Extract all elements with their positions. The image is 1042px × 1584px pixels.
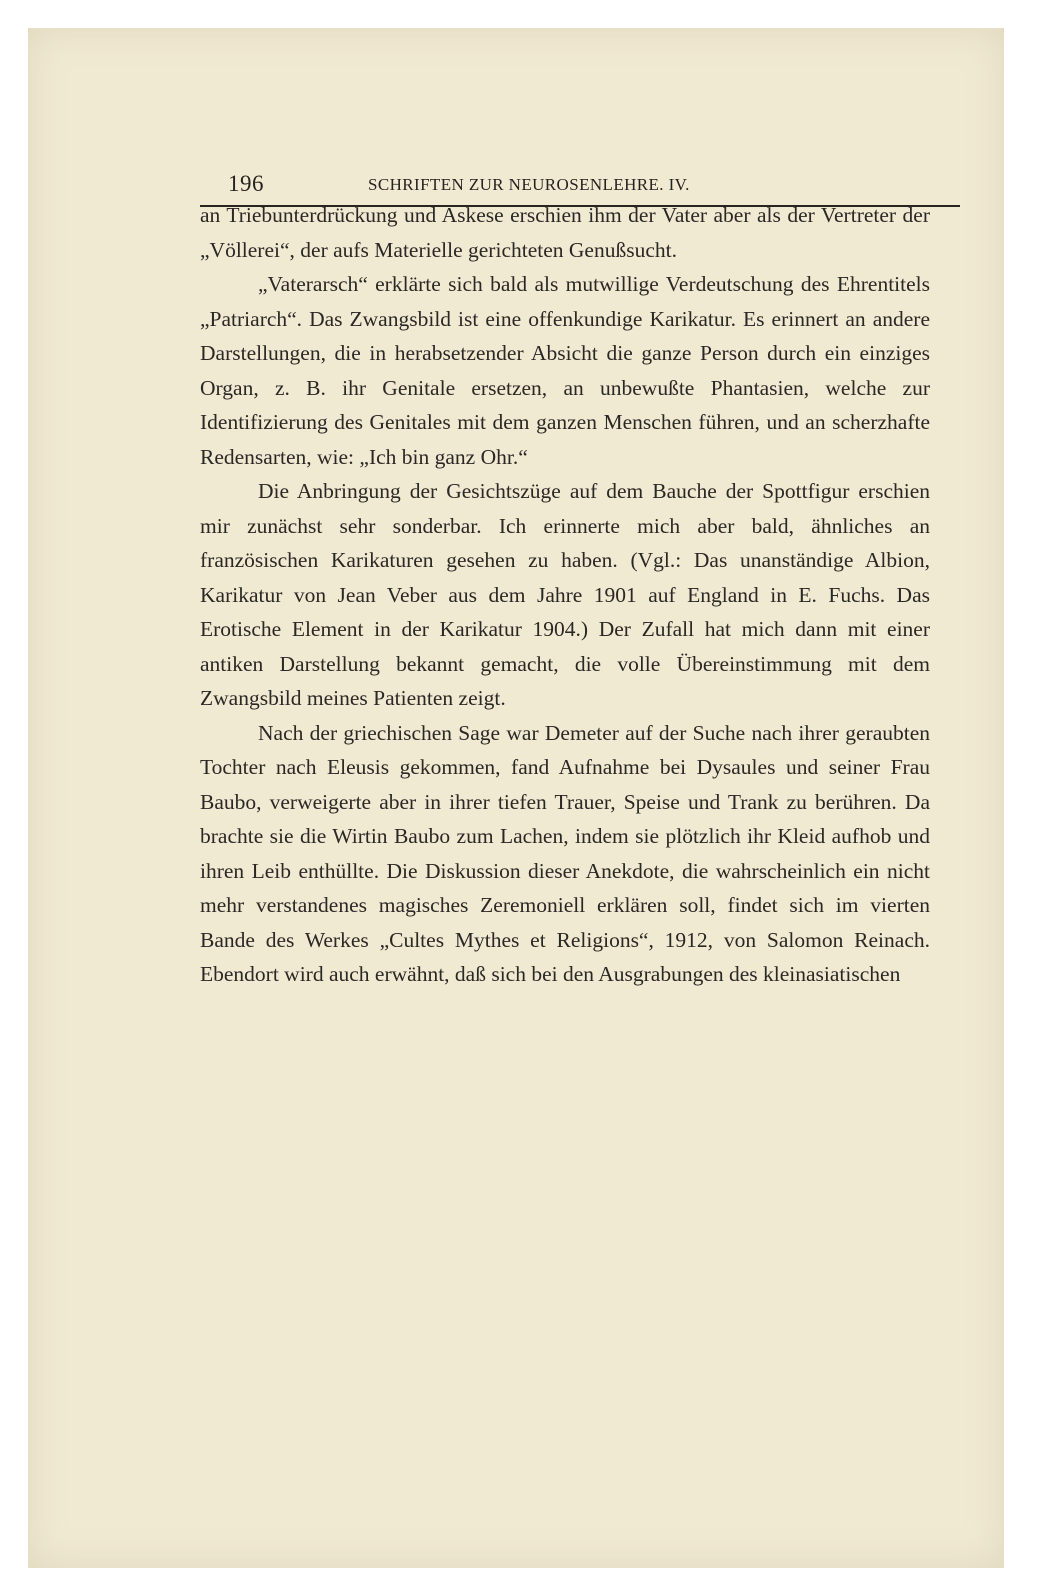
running-title: SCHRIFTEN ZUR NEUROSENLEHRE. IV. [368, 175, 690, 194]
page-number: 196 [228, 171, 264, 196]
body-text [200, 198, 930, 992]
paragraph-vaterarsch: „Vaterarsch“ erklärte sich bald als mutwillige Verdeutschung des Ehrentitels „Patriarch“. Das Zwangsbild ist eine offenkundige Karikatur. Es erinnert an andere Darstellungen, die in herabsetzender Absicht die ganze Person durch ein einziges Organ, z. B. ihr Genitale ersetzen, an unbewußte Phantasien, welche zur Identifizierung des Genitales mit dem ganzen Menschen führen, und an scherzhafte Redensarten, wie: „Ich bin ganz Ohr.“ [200, 272, 930, 469]
paragraph-anbringung: Die Anbringung der Gesichtszüge auf dem Bauche der Spottfigur erschien mir zunächst sehr sonderbar. Ich erinnerte mich aber bald, ähnliches an französischen Karikaturen gesehen zu haben. (Vgl.: Das unanständige Albion, Karikatur von Jean Veber aus dem Jahre 1901 auf England in E. Fuchs. Das Erotische Element in der Karikatur 1904.) Der Zufall hat mich dann mit einer antiken Darstellung bekannt gemacht, die volle Übereinstimmung mit dem Zwangsbild meines Patienten zeigt. [200, 479, 930, 710]
paragraph-continued: an Triebunterdrückung und Askese erschien ihm der Vater aber als der Vertreter der „Völlerei“, der aufs Materielle gerichteten Genußsucht. [200, 203, 930, 262]
paragraph-demeter: Nach der griechischen Sage war Demeter auf der Suche nach ihrer geraubten Tochter nach Eleusis gekommen, fand Aufnahme bei Dysaules und seiner Frau Baubo, verweigerte aber in ihrer tiefen Trauer, Speise und Trank zu berühren. Da brachte sie die Wirtin Baubo zum Lachen, indem sie plötzlich ihr Kleid aufhob und ihren Leib enthüllte. Die Diskussion dieser Anekdote, die wahrscheinlich ein nicht mehr verstandenes magisches Zeremoniell erklären soll, findet sich im vierten Bande des Werkes „Cultes Mythes et Religions“, 1912, von Salomon Reinach. Ebendort wird auch erwähnt, daß sich bei den Ausgrabungen des kleinasiatischen [200, 720, 930, 986]
